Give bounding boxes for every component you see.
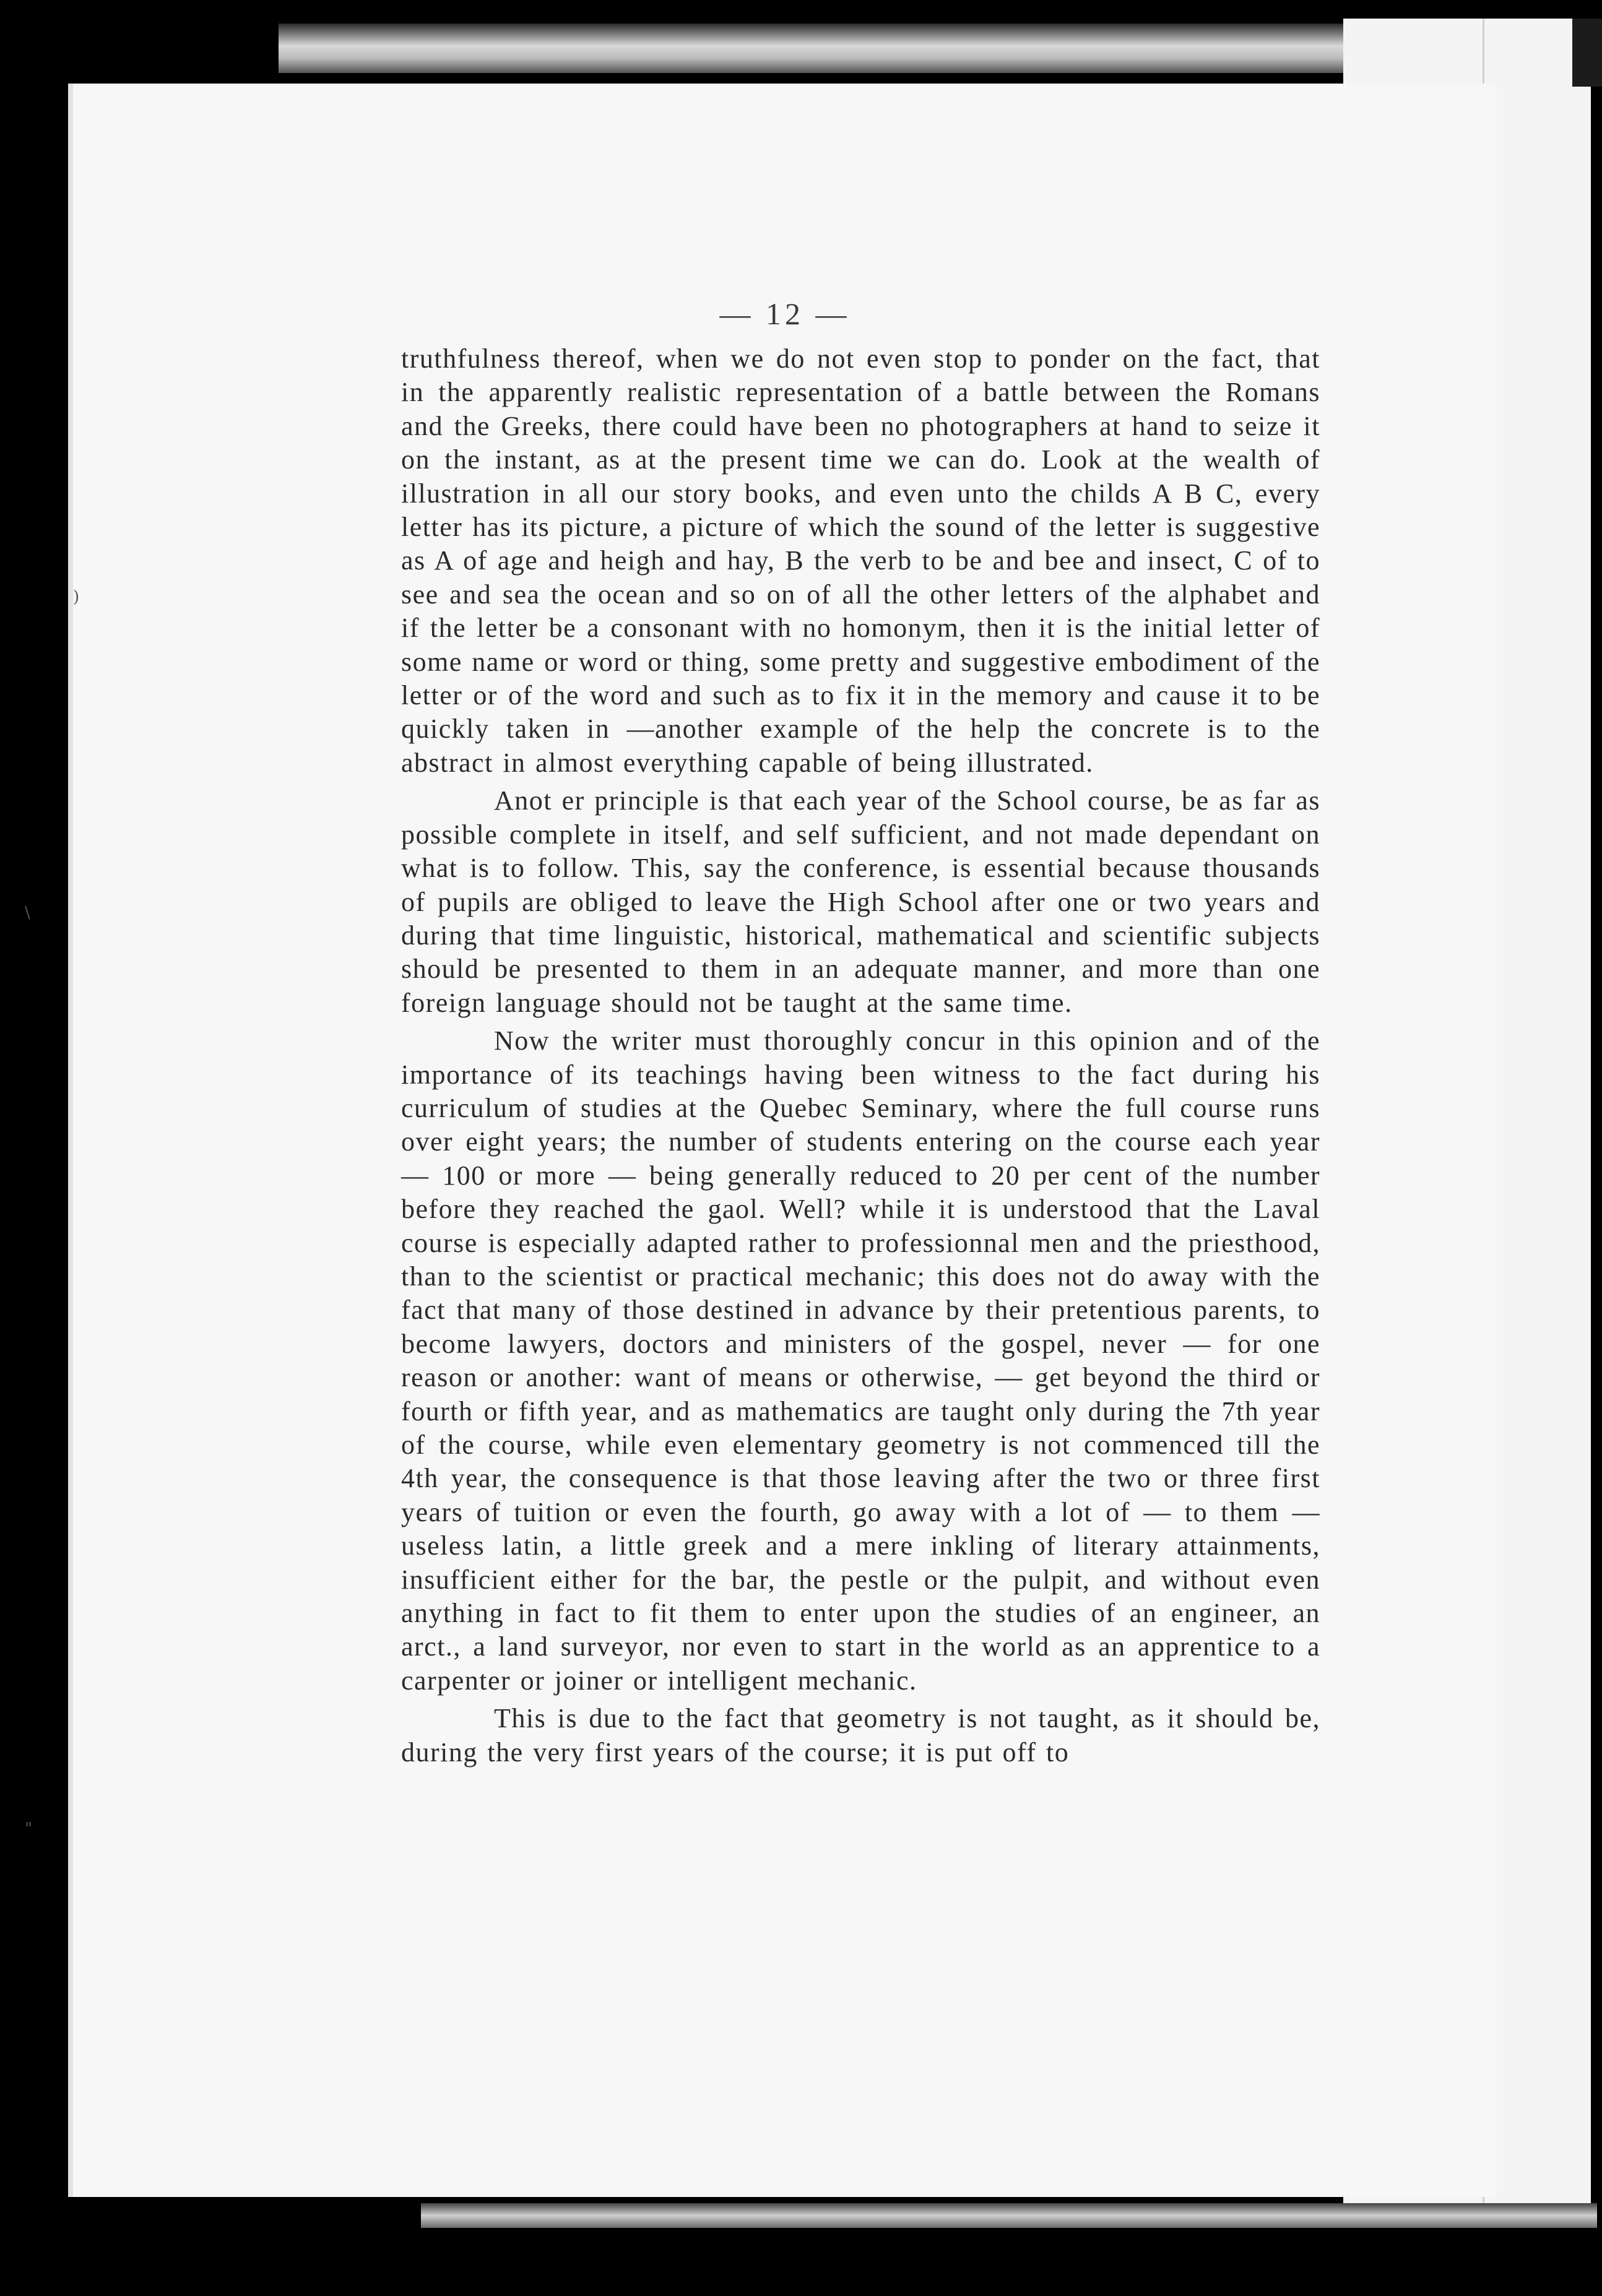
margin-mark: " — [25, 1819, 32, 1838]
book-page — [68, 84, 1497, 2197]
paragraph-4: This is due to the fact that geometry is not taught, as it should be, during the very first years of the course; it is put off to — [401, 1703, 1320, 1767]
scan-edge-bottom — [421, 2203, 1597, 2228]
page-number: — 12 — — [719, 296, 851, 331]
paragraph-2: Anot er principle is that each year of the School course, be as far as possible complete in itself, and self sufficient, and not made dependant on what is to follow. This, say the conference, is essential because thousands of pupils are obliged to leave the High School after one or two years and during that time linguistic, historical, mathematical and scientific subjects should be presented to them in an adequate manner, and more than one foreign language should not be taught at the same time. — [401, 785, 1320, 1018]
margin-mark: ) — [73, 588, 80, 606]
scan-edge-top — [279, 24, 1343, 73]
margin-mark: \ — [25, 904, 30, 922]
scan-edge-corner — [1572, 19, 1602, 87]
paragraph-3: Now the writer must thoroughly concur in this opinion and of the importance of its teachings having been witness to the fact during his curriculum of studies at the Quebec Seminary, where the full course runs over eight years; the number of students entering on the course each year — 100 or more — being generally reduced to 20 per cent of the number before they reached the gaol. Well? while it is understood that the Laval course is especially adapted rather to professionnal men and the priesthood, than to the scientist or practical mechanic; this does not do away with the fact that many of those destined in advance by their pretentious parents, to become lawyers, doctors and ministers of the gospel, never — for one reason or another: want of means or otherwise, — get beyond the third or fourth or fifth year, and as mathematics are taught only during the 7th year of the course, while even elementary geometry is not commenced till the 4th year, the consequence is that those leaving after the two or three first years of tuition or even the fourth, go away with a lot of — to them — useless latin, a little greek and a mere inkling of literary attainments, insufficient either for the bar, the pestle or the pulpit, and without even anything in fact to fit them to enter upon the studies of an engineer, an arct., a land surveyor, nor even to start in the world as an apprentice to a carpenter or joiner or intelligent mechanic. — [401, 1025, 1320, 1696]
body-text — [401, 342, 1320, 1774]
paragraph-1: truthfulness thereof, when we do not even stop to ponder on the fact, that in the apparently realistic representation of a battle between the Romans and the Greeks, there could have been no photographers at hand to seize it on the instant, as at the present time we can do. Look at the wealth of illustration in all our story books, and even unto the childs A B C, every letter has its picture, a picture of which the sound of the letter is suggestive as A of age and heigh and hay, B the verb to be and bee and insect, C of to see and sea the ocean and so on of all the other letters of the alphabet and if the letter be a consonant with no homonym, then it is the initial letter of some name or word or thing, some pretty and suggestive embodiment of the letter or of the word and such as to fix it in the memory and cause it to be quickly taken in —another example of the help the concrete is to the abstract in almost everything capable of being illustrated. — [401, 343, 1320, 778]
